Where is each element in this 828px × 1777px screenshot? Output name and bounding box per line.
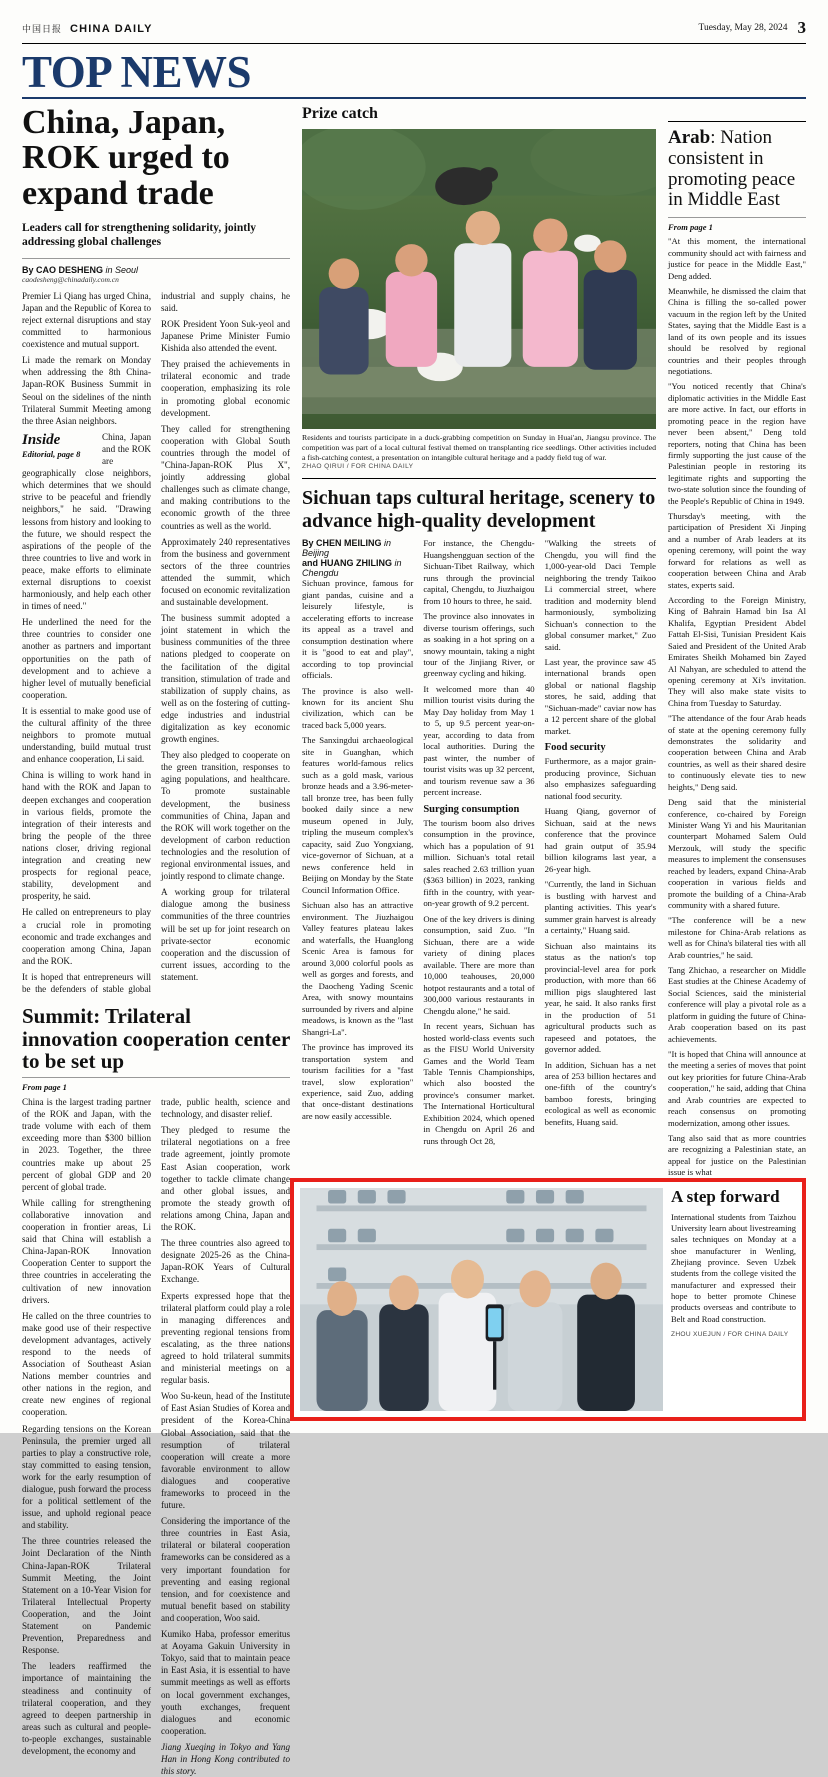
paragraph: The province is also well-known for its ancient Shu civilization, which can be traced back 5,000 years.	[302, 685, 414, 730]
paragraph: Huang Qiang, governor of Sichuan, said at the news conference that the province had grain output of 35.94 billion kilograms last year, a 26-year high.	[544, 806, 656, 874]
paragraph: The tourism boom also drives consumption in the province, which has a population of 91 million. Sichuan's total retail sales reached 2.63 trillion yuan ($363 billion) in 2023, ranking fifth in the country, with year-on-year growth of 9.2 percent.	[423, 817, 535, 909]
byline-author-2: and HUANG ZHILING	[302, 558, 392, 569]
summit-headline-keyword: Summit	[22, 1004, 94, 1029]
step-forward-package	[290, 1178, 806, 1421]
livestream-photo	[300, 1188, 663, 1411]
paragraph: The Sanxingdui archaeological site in Guanghan, which features world-famous relics such as a gold mask, various bronze heads and a 3.96-meter-tall bronze tree, has been fully booked daily since a new museum opened in July, tripling the museum complex's capacity, said Zuo Yongxiang, vice-governor of Sichuan, at a news conference held in Beijing on Monday by the State Council Information Office.	[302, 735, 414, 895]
paragraph: China is the largest trading partner of the ROK and Japan, with the trade volume with each of them exceeding more than $300 billion in 2023. Together, the three countries make up about 25 percent of global GDP and 20 percent of global trade.	[22, 1097, 151, 1192]
step-forward-text	[671, 1188, 796, 1411]
paragraph: Meanwhile, he dismissed the claim that China is filling the so-called power vacuum in the region left by the United States, saying that the Middle East is a land of its own people and its issues should be resolved by regional countries and their peoples through negotiations.	[668, 286, 806, 376]
arab-headline-keyword: Arab	[668, 126, 711, 148]
arab-headline	[668, 121, 806, 212]
byline-author: By CAO DESHENG	[22, 264, 104, 275]
section-title: TOP NEWS	[22, 47, 251, 97]
paragraph: Thursday's meeting, with the participation of President Xi Jinping and a number of Arab leaders at its opening ceremony, will point the way forward for relations as well as cooperation between China and Arab states, experts said.	[668, 511, 806, 590]
paper-name: CHINA DAILY	[70, 22, 153, 35]
paragraph: "It is hoped that China will announce at the meeting a series of moves that point out key priorities for future China-Arab cooperation," he said, adding that China and Arab countries are expected to reach consensus on promoting modernization, among other issues.	[668, 1049, 806, 1128]
paragraph: It is essential to make good use of the cultural affinity of the three neighbors to promote mutual understanding, build mutual trust and enhance cooperation, Li said.	[22, 705, 151, 765]
step-forward-credit: ZHOU XUEJUN / FOR CHINA DAILY	[671, 1330, 789, 1338]
subhead-surging-consumption: Surging consumption	[423, 803, 520, 815]
duck-grabbing-photo	[302, 129, 656, 429]
step-forward-title: A step forward	[671, 1187, 780, 1206]
paragraph: The business summit adopted a joint statement in which the business communities of the three nations pledged to cooperate on the facilitation of the digital transition, stimulation of trade and stabilization of supply chains, as well as on the fostering of cutting-edge industries and industrial digitalization as key economic growth engines.	[161, 613, 290, 745]
content-grid	[22, 105, 806, 1777]
paragraph: Tang Zhichao, a researcher on Middle East studies at the Chinese Academy of Social Sciences, said the ministerial conference will play a pivotal role as a platform in guiding the future of China-Arab cooperation based on its past achievements.	[668, 965, 806, 1044]
paragraph: Regarding tensions on the Korean Peninsula, the premier urged all parties to play a constructive role, stay committed to easing tension, work for the early resumption of dialogue, push forward the process for a political settlement of the issue, and uphold regional peace and stability.	[22, 1423, 151, 1531]
paragraph: Tang also said that as more countries are recognizing a Palestinian state, an appeal for justice on the Palestinian issue is what	[668, 1132, 806, 1178]
photo-caption: Residents and tourists participate in a duck-grabbing competition on Sunday in Huai'an, Jiangsu province. The competition was part of a local cultural festival themed on transplanting rice seedlings. Other activities included a fish-catching contest, a presentation on intangible cultural heritage and a paddy field tug of war.	[302, 433, 656, 463]
paragraph: The three countries released the Joint Declaration of the Ninth China-Japan-ROK Trilateral Summit Meeting, the Joint Statement on a 10-Year Vision for Trilateral Intellectual Property Cooperation, and the Joint Statement on Pandemic Prevention, Preparedness and Response.	[22, 1536, 151, 1656]
paragraph: "At this moment, the international community should act with fairness and justice for peace in the Middle East," Deng added.	[668, 236, 806, 281]
paragraph: Sichuan province, famous for giant pandas, cuisine and a leisurely lifestyle, is accelerating efforts to increase its appeal as a travel and consumption destination where it is "good to eat and play", according to top provincial officials.	[302, 578, 414, 681]
publication-date: Tuesday, May 28, 2024	[698, 23, 788, 33]
photo-credit: ZHAO QIRUI / FOR CHINA DAILY	[302, 463, 414, 471]
paragraph: Li made the remark on Monday when addressing the 8th China-Japan-ROK Business Summit in Seoul on the sidelines of the ninth Trilateral Summit Meeting among the three Asian neighbors.	[22, 355, 151, 426]
photo-illustration	[302, 129, 656, 414]
paragraph: "The conference will be a new milestone for China-Arab relations as well as for China's bilateral ties with all Arab countries," he said.	[668, 915, 806, 960]
paragraph: Deng said that the ministerial conference, co-chaired by Foreign Minister Wang Yi and his Mauritanian counterpart Mohamed Salem Ould Merzouk, will study the specific measures to implement the consensuses reached by leaders, expand China-Arab cooperation in various fields and promote the building of a China-Arab community with a shared future.	[668, 797, 806, 910]
masthead	[22, 18, 806, 44]
paragraph: Sichuan also maintains its status as the nation's top provincial-level area for pork production, with more than 66 million pigs slaughtered last year, he said. It also ranks first in the production of 51 agricultural products such as rapeseed and potatoes, the governor added.	[544, 940, 656, 1055]
summit-headline-rest: : Trilateral innovation cooperation center to be set up	[22, 1004, 290, 1074]
lead-deck: Leaders call for strengthening solidarity, jointly addressing global challenges	[22, 221, 290, 259]
paragraph: A working group for trilateral dialogue among the business communities of the three countries will be set up for joint research on private-sector economic cooperation and the discussion of current issues, according to the statement.	[161, 887, 290, 982]
masthead-left	[22, 22, 153, 35]
center-column	[302, 105, 656, 1777]
lead-headline: China, Japan, ROK urged to expand trade	[22, 104, 230, 212]
byline-author-1: By CHEN MEILING	[302, 538, 382, 549]
paragraph: Experts expressed hope that the trilateral platform could play a role in managing differences and preventing regional tensions from escalating, as the three nations agreed to hold trilateral summits and ministerial meetings on a regular basis.	[161, 1290, 290, 1386]
paragraph: While calling for strengthening collaborative innovation and cooperation in frontier areas, Li said that China will establish a China-Japan-ROK Innovation Cooperation Center to support the three countries in accelerating the cultivation of new innovation drivers.	[22, 1197, 151, 1305]
paragraph: The three countries also agreed to designate 2025-26 as the China-Japan-ROK Years of Cultural Exchange.	[161, 1238, 290, 1285]
chinese-name: 中国日报	[22, 24, 63, 35]
byline-location-2: in Chengdu	[302, 558, 402, 579]
paragraph: They called for strengthening cooperation with Global South countries through the model of "China-Japan-ROK Plus X", jointly addressing global challenges such as climate change, and making contributions to the economic growth of the three countries as well as the world.	[161, 423, 290, 531]
paragraph: "The attendance of the four Arab heads of state at the opening ceremony fully demonstrates the solidarity and cooperation between China and Arab countries, as well as their shared desire to continuously elevate ties to new heights," Deng said.	[668, 713, 806, 792]
masthead-right	[698, 18, 806, 38]
paragraph: China, Japan and the ROK are geographically close neighbors, which determines that we should strive to be peaceful and friendly neighbors," he said. "Drawing lessons from history and looking to the future, we should respect the aspirations of the people of the three countries to live and work in peace, make efforts to eliminate external disruptions to coexist harmoniously, and help each other in times of need."	[22, 431, 151, 612]
paragraph: The leaders reaffirmed the importance of maintaining the steadiness and continuity of trilateral cooperation, and they agreed to deepen partnership in areas such as cultural and people-to-people exchanges, sustainable development, the economy and	[22, 1661, 151, 1756]
paragraph: He called on the three countries to make good use of their respective development advantages, actively respond to the needs of Association of Southeast Asian Nations member countries and other nations in the region, and create new engines of regional cooperation.	[22, 1310, 151, 1418]
paragraph: Kumiko Haba, professor emeritus at Aoyama Gakuin University in Tokyo, said that to maintain peace in East Asia, it is essential to have summit meetings as well as efforts on local government exchanges, youth exchanges, frequent dialogues and economic cooperation.	[161, 1629, 290, 1736]
paragraph: They praised the achievements in trilateral economic and trade cooperation, emphasizing its role in promoting global economic development.	[161, 359, 290, 418]
paragraph: For instance, the Chengdu-Huangshengguan section of the Sichuan-Tibet Railway, which runs through the provincial capital, Chengdu, to Jiuzhaigou from 10 hours to three, he said.	[423, 538, 535, 606]
sichuan-body	[302, 538, 656, 1147]
arab-body	[668, 236, 806, 1178]
paragraph: trade, public health, science and technology, and disaster relief.	[161, 1097, 290, 1120]
paragraph: Woo Su-keun, head of the Institute of East Asian Studies of Korea and president of the Korea-China Global Association, said that the resumption of trilateral cooperation will create a more favorable environment to allow dialogues and cooperative frameworks to proceed in the future.	[161, 1391, 290, 1511]
paragraph: Sichuan also has an attractive environment. The Jiuzhaigou Valley features plateau lakes and waterfalls, the Huanglong Scenic Area is famous for around 3,000 colorful pools as well as gorges and forests, and the Daocheng Yading Scenic Area, with snowy mountains surrounded by rivers and alpine meadows, is known as the "last Shangri-La".	[302, 900, 414, 1037]
photo-package-title: Prize catch	[302, 105, 378, 122]
lead-byline	[22, 265, 290, 275]
paragraph: "Currently, the land in Sichuan is bustling with harvest and planting activities. This year's summer grain harvest is already a certainty," Huang said.	[544, 879, 656, 936]
page-number: 3	[797, 18, 806, 37]
paragraph: It is hoped that entrepreneurs will be the defenders of stable global industrial and supply chains, he said.	[22, 290, 290, 994]
from-page-note: From page 1	[668, 217, 806, 232]
sichuan-headline: Sichuan taps cultural heritage, scenery to advance high-quality development	[302, 478, 656, 532]
arab-headline-rest: : Nation consistent in promoting peace in Middle East	[668, 126, 796, 211]
paragraph: He underlined the need for the three countries to consider one another as partners and important opportunities on the path of development and to achieve a higher level of mutually beneficial cooperation.	[22, 617, 151, 700]
paragraph: Premier Li Qiang has urged China, Japan and the Republic of Korea to reject external disruptions and stay committed to harmonious coexistence and mutual support.	[22, 290, 151, 350]
paragraph: In recent years, Sichuan has hosted world-class events such as the FISU World University Games and the World Team Table Tennis Championships, which also boosted the province's consumer market. The International Horticultural Exhibition 2024, which opened in Chengdu on April 26 and runs through Oct 28,	[423, 1021, 535, 1146]
summit-body	[22, 1096, 290, 1777]
paragraph: China is willing to work hand in hand with the ROK and Japan to deepen exchanges and cooperation in various fields, promote the integration of their interests and bring the people of the three nations closer, driving regional integration and creating new prospects for regional peace, stability, development and prosperity, he said.	[22, 770, 151, 902]
contributor-credit: Jiang Xueqing in Tokyo and Yang Han in Hong Kong contributed to this story.	[161, 1741, 290, 1777]
inside-label: Inside	[22, 431, 61, 448]
byline-location-1: in Beijing	[302, 538, 392, 559]
summit-headline	[22, 1005, 290, 1073]
photo-illustration	[300, 1188, 663, 1411]
paragraph: Considering the importance of the three countries in East Asia, trilateral or bilateral cooperation frameworks can be considered as a very important foundation for preventing and easing regional tension, and for coexistence and mutual benefit based on stability and cooperation, Woo said.	[161, 1516, 290, 1623]
paragraph: Approximately 240 representatives from the business and government sectors of the three countries attended the summit, which focused on economic revitalization and sustainable development.	[161, 536, 290, 608]
byline-location: in Seoul	[105, 264, 139, 275]
left-column	[22, 105, 290, 1777]
paragraph: The province has improved its transportation system and tourism facilities for a "fast travel, slow exploration" experience, said Zuo, adding that once-distant destinations are now easily accessible.	[302, 1042, 414, 1121]
paragraph: It welcomed more than 40 million tourist visits during the May Day holiday from May 1 to 5, up 9.5 percent year-on-year, according to data from local authorities. During the past winter, the number of tourist visits was up 32 percent, and tourism revenue saw a 36 percent increase.	[423, 683, 535, 798]
right-column	[668, 105, 806, 1777]
paragraph: They also pledged to cooperate on the green transition, responses to aging populations, and healthcare. To promote sustainable development, the business communities of China, Japan and the ROK will work together on the development of carbon reduction technologies and the resolution of regional environmental issues, and jointly respond to climate change.	[161, 750, 290, 882]
paragraph: The province also innovates in diverse tourism offerings, such as soaking in a hot spring on a snowy mountain, taking a night tour of the Jinjiang River, or greenway cycling and hiking.	[423, 611, 535, 679]
section-rule	[22, 97, 806, 99]
lead-body	[22, 290, 290, 995]
paragraph: In addition, Sichuan has a net area of 253 billion hectares and one-fifth of the country's bamboo forests, bringing ecological as well as economic benefits, Huang said.	[544, 1059, 656, 1127]
paragraph: Last year, the province saw 45 international brands open global or national flagship stores, he said, adding that "Sichuan-made" caviar now has a 12 percent share of the global market.	[544, 657, 656, 736]
paragraph: Furthermore, as a major grain-producing province, Sichuan also emphasizes safeguarding national food security.	[544, 756, 656, 801]
paragraph: He called on entrepreneurs to play a crucial role in promoting economic and trade exchanges and cooperation among China, Japan and the ROK.	[22, 907, 151, 966]
from-page-note: From page 1	[22, 1077, 290, 1092]
inside-box	[22, 433, 96, 460]
step-forward-caption: International students from Taizhou University learn about livestreaming sales techniques on Monday at a shoe manufacturer in Wenling, Zhejiang province. Seven Uzbek students from the college visited the manufacturer and expressed their hope to better promote Chinese products overseas and contribute to Belt and Road construction.	[671, 1211, 796, 1324]
paragraph: "You noticed recently that China's diplomatic activities in the Middle East are more active. In fact, our efforts in promoting peace in the region have never been absent," Deng told reporters, noting that China has been firmly supporting the just cause of the Palestinian people in restoring its legitimate rights and supporting the two-state solution since the founding of the People's Republic of China in 1949.	[668, 381, 806, 506]
paragraph: "Walking the streets of Chengdu, you will find the 1,000-year-old Daci Temple neighboring the trendy Taikoo Li commercial street, where tradition and modernity blend harmoniously, symbolizing Sichuan's connection to the global consumer market," Zuo said.	[544, 538, 656, 652]
paragraph: One of the key drivers is dining consumption, said Zuo. "In Sichuan, there are a wide variety of dining places available. There are more than 10,000 teahouses, 20,000 hotpot restaurants and a total of 300,000 various restaurants in Chengdu alone," he said.	[423, 913, 535, 1016]
subhead-food-security: Food security	[544, 742, 606, 754]
paragraph: ROK President Yoon Suk-yeol and Japanese Prime Minister Fumio Kishida also attended the event.	[161, 319, 290, 354]
paragraph: They pledged to resume the trilateral negotiations on a free trade agreement, jointly promote East Asian cooperation, work together to tackle climate change and other global issues, and promote the steady growth of relations among China, Japan and the ROK.	[161, 1125, 290, 1233]
byline-email: caodesheng@chinadaily.com.cn	[22, 274, 119, 284]
paragraph: According to the Foreign Ministry, King of Bahrain Hamad bin Isa Al Khalifa, Egyptian President Abdel Fattah El-Sisi, Tunisian President Kais Saied and President of the United Arab Emirates Sheikh Mohamed bin Zayed Al Nahyan, are scheduled to attend the opening ceremony at Xi's invitation. They will also make state visits to China from Tuesday to Saturday.	[668, 594, 806, 708]
sichuan-byline	[302, 538, 413, 578]
inside-reference: Editorial, page 8	[22, 448, 81, 459]
